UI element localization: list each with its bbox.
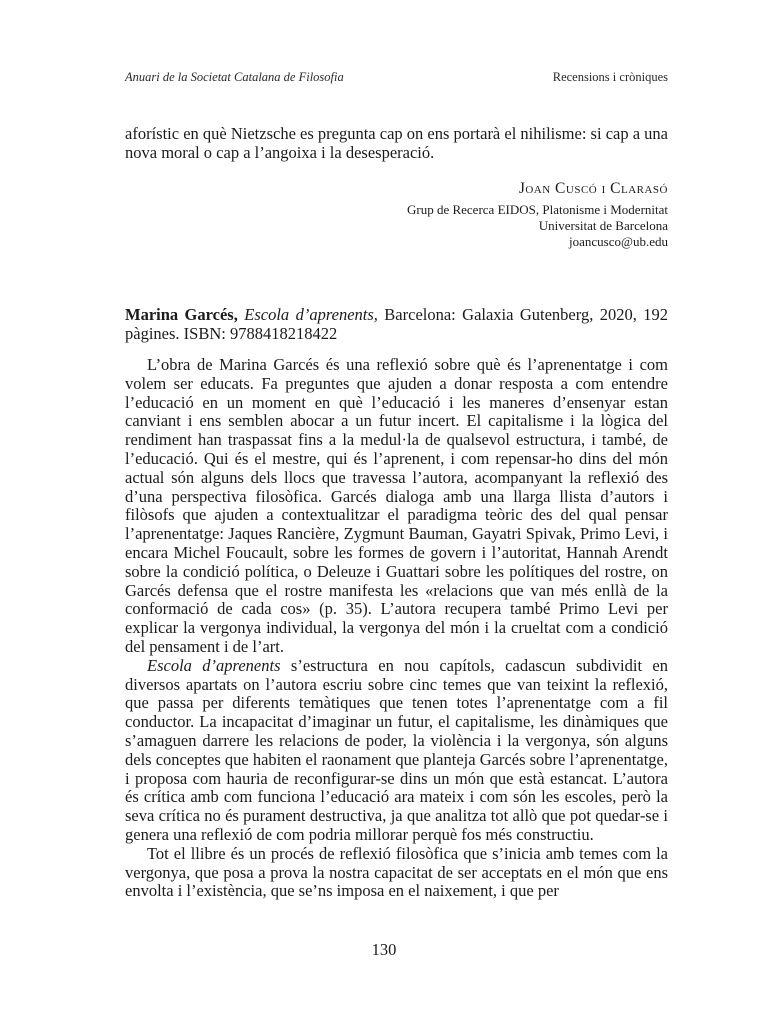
page-number: 130 <box>371 940 397 959</box>
body-paragraph-3: Tot el llibre és un procés de reflexió filosòfica que s’inicia amb temes com la vergonya, que posa a prova la nostra capacitat de ser acceptats en el món que ens envolta i l’existència, que se’ns imposa en el naixement, i que per <box>125 843 668 901</box>
body-paragraph-1: L’obra de Marina Garcés és una reflexió sobre què és l’aprenentatge i com volem ser educats. Fa preguntes que ajuden a donar resposta a com entendre l’educació en un moment en què l’educació i les maneres d’ensenyar estan canviant i ens semblen abocar a un futur incert. El capitalisme i la lògica del rendiment han traspassat fins a la medul·la de qualsevol estructura, i també, de l’educació. Qui és el mestre, qui és l’aprenent, i com repensar-ho dins del món actual són alguns dels llocs que travessa l’autora, acompanyant la reflexió des d’una perspectiva filosòfica. Garcés dialoga amb una llarga llista d’autors i filòsofs que ajuden a contextualitzar el paradigma teòric des del qual pensar l’aprenentatge: Jaques Rancière, Zygmunt Bauman, Gayatri Spivak, Primo Levi, i encara Michel Foucault, sobre les formes de govern i l’autoritat, Hannah Arendt sobre la condició política, o Deleuze i Guattari sobre les polítiques del rostre, on Garcés defensa que el rostre manifesta les «relacions que van més enllà de la conformació de cada cos» (p. 35). L’autora recupera també Primo Levi per explicar la vergonya individual, la vergonya del món i la crueltat com a condició del pensament i de l’art. <box>125 355 668 656</box>
body-paragraph-2-text: s’estructura en nou capítols, cadascun subdividit en diversos apartats on l’autora escriu sobre cinc temes que van teixint la reflexió, que passa per diferents temàtiques que tenen totes l’aprenentatge com a fil conductor. La incapacitat d’imaginar un futur, el capitalisme, les dinàmiques que s’amaguen darrere les relacions de poder, la violència i la vergonya, són alguns dels conceptes que habiten el raonament que planteja Garcés sobre l’aprenentatge, i proposa com hauria de reconfigurar-se dins un món que està estancat. L’autora és crítica amb com funciona l’educació ara mateix i com són les escoles, però la seva crítica no és purament destructiva, ja que analitza tot allò que pot quedar-se i genera una reflexió de com podria millorar perquè fos més constructiu. <box>125 655 669 844</box>
book-citation <box>125 306 668 344</box>
running-header <box>125 70 668 85</box>
book-title-inline: Escola d’aprenents <box>147 655 281 675</box>
journal-title: Anuari de la Societat Catalana de Filosofia <box>125 70 344 84</box>
research-group: Grup de Recerca EIDOS, Platonisme i Modernitat <box>406 202 668 217</box>
reviewer-signature <box>407 180 668 250</box>
book-title: Escola d’aprenents, <box>244 305 378 324</box>
section-title: Recensions i cròniques <box>552 70 668 84</box>
book-publication-details: Barcelona: Galaxia Gutenberg, 2020, 192 pàgines. ISBN: 9788418218422 <box>125 305 668 343</box>
book-author: Marina Garcés, <box>125 305 238 324</box>
review-body <box>125 356 668 901</box>
intro-paragraph: aforístic en què Nietzsche es pregunta cap on ens portarà el nihilisme: si cap a una nova moral o cap a l’angoixa i la desesperació. <box>125 124 668 162</box>
review-reference <box>125 306 668 344</box>
reviewer-email: joancusco@ub.edu <box>569 234 668 249</box>
university: Universitat de Barcelona <box>538 218 668 233</box>
intro-text-block <box>125 125 668 163</box>
reviewer-name: Joan Cuscó i Clarasó <box>518 180 668 197</box>
body-paragraph-2 <box>125 657 668 845</box>
